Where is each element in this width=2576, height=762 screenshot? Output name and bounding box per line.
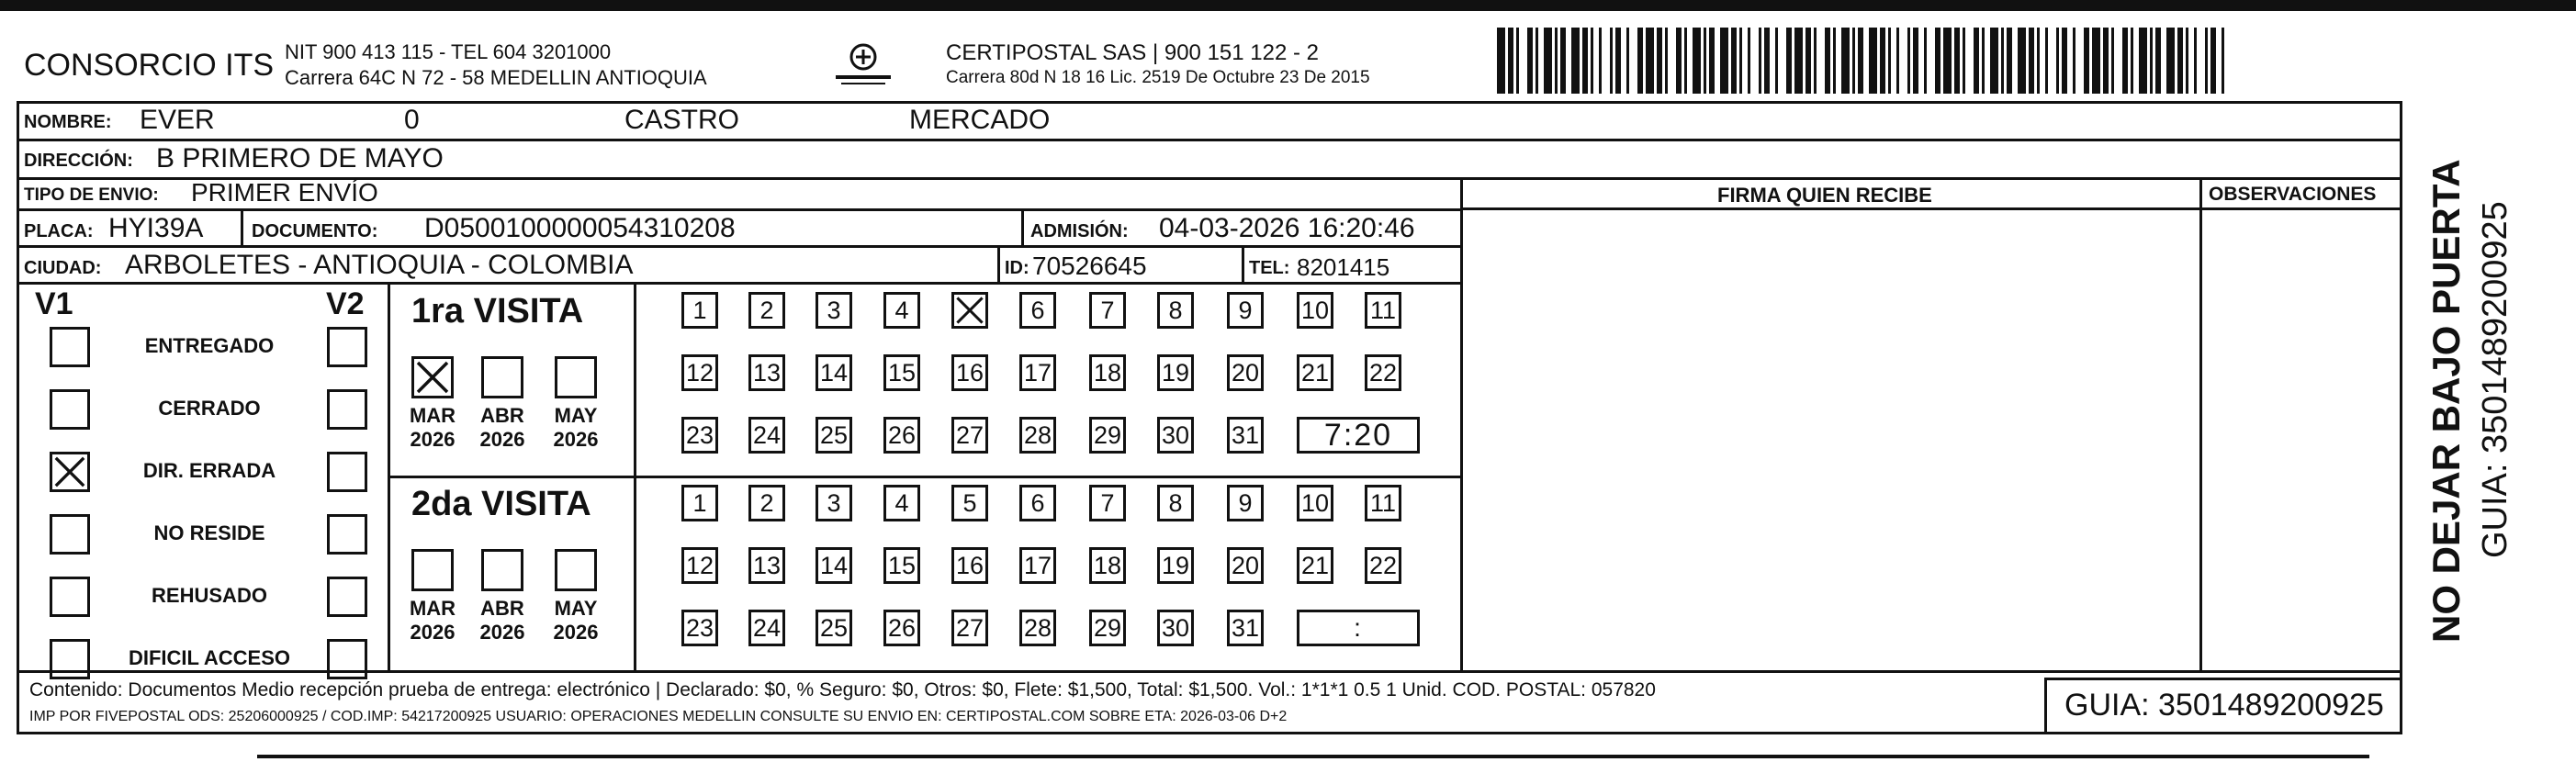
day-checkbox[interactable] (1365, 485, 1401, 521)
day-checkbox[interactable] (1157, 354, 1194, 391)
day-number: 26 (887, 420, 917, 449)
day-checkbox[interactable] (748, 547, 785, 584)
barcode-bar (1629, 28, 1637, 94)
barcode-bar (1965, 28, 1974, 94)
day-number: 6 (1030, 488, 1045, 517)
day-checkbox[interactable] (1227, 417, 1264, 454)
day-number: 28 (1023, 613, 1052, 642)
company-line-1: NIT 900 413 115 - TEL 604 3201000 (285, 40, 612, 63)
day-number: 18 (1093, 551, 1122, 579)
day-number: 19 (1161, 551, 1190, 579)
day-number: 21 (1300, 358, 1330, 387)
day-number: 29 (1093, 613, 1122, 642)
barcode-bar (1544, 28, 1552, 94)
visit-time-value: : (1354, 613, 1363, 642)
day-number: 12 (685, 551, 714, 579)
barcode-bar (2092, 28, 2100, 94)
day-number: 27 (955, 613, 984, 642)
day-number: 8 (1168, 488, 1183, 517)
status-v1-checkbox[interactable] (50, 577, 90, 617)
day-checkbox[interactable] (1157, 485, 1194, 521)
day-checkbox[interactable] (816, 292, 852, 329)
day-number: 9 (1238, 296, 1253, 324)
day-checkbox[interactable] (1227, 610, 1264, 646)
month-name: ABR (480, 597, 524, 620)
barcode-bar (1869, 28, 1877, 94)
divider-observaciones (2199, 180, 2202, 670)
visit-time-field[interactable] (1297, 610, 1420, 646)
month-name: MAY (554, 597, 598, 620)
status-v1-checkbox[interactable] (50, 639, 90, 679)
barcode-bar (1602, 28, 1610, 94)
day-number: 13 (752, 551, 782, 579)
day-checkbox[interactable] (1089, 610, 1126, 646)
day-number: 18 (1093, 358, 1122, 387)
month-checkbox[interactable] (411, 549, 454, 591)
day-checkbox[interactable] (748, 417, 785, 454)
day-number: 3 (827, 488, 841, 517)
month-name: MAR (409, 404, 456, 427)
status-v1-checkbox[interactable] (50, 514, 90, 555)
barcode-bar (2224, 28, 2233, 94)
day-number: 16 (955, 358, 984, 387)
month-year: 2026 (553, 621, 599, 644)
month-label (546, 597, 605, 644)
day-checkbox[interactable] (951, 610, 988, 646)
day-checkbox[interactable] (681, 354, 718, 391)
month-checkbox[interactable] (411, 356, 454, 398)
barcode-bar (1817, 28, 1825, 94)
barcode-bar (1571, 28, 1580, 94)
barcode-bar (1693, 28, 1701, 94)
day-checkbox[interactable] (1297, 354, 1333, 391)
tel-value: 8201415 (1297, 253, 1390, 281)
day-checkbox[interactable] (1227, 354, 1264, 391)
status-v2-checkbox[interactable] (327, 514, 367, 555)
day-checkbox[interactable] (816, 485, 852, 521)
day-number: 16 (955, 551, 984, 579)
barcode-bar (1794, 28, 1803, 94)
id-value: 70526645 (1032, 252, 1147, 280)
status-option-label: ENTREGADO (144, 334, 275, 357)
barcode-bar (1519, 28, 1527, 94)
day-checkbox[interactable] (681, 547, 718, 584)
day-number: 24 (752, 613, 782, 642)
day-checkbox[interactable] (1227, 485, 1264, 521)
documento-label: DOCUMENTO: (252, 221, 378, 241)
day-checkbox[interactable] (681, 417, 718, 454)
day-checkbox[interactable] (883, 417, 920, 454)
day-number: 5 (962, 488, 977, 517)
apellido-2-value: MERCADO (909, 105, 1051, 135)
month-year: 2026 (410, 621, 456, 644)
admision-divider (1021, 211, 1024, 248)
day-checkbox[interactable] (1019, 547, 1056, 584)
nombre-2-value: 0 (404, 105, 420, 135)
month-year: 2026 (479, 621, 525, 644)
footer-line-2: IMP POR FIVEPOSTAL ODS: 25206000925 / COD.IMP: 54217200925 USUARIO: OPERACIONES MEDELLIN CONSULTE SU ENVIO EN: CERTIPOSTAL.COM SOBRE ETA: 2026-03-06 D+2 (29, 709, 1288, 724)
status-option-label: DIFICIL ACCESO (128, 646, 290, 669)
status-v1-checkbox[interactable] (50, 389, 90, 430)
tel-divider (1242, 248, 1244, 285)
placa-value: HYI39A (108, 213, 204, 243)
direccion-value: B PRIMERO DE MAYO (156, 143, 444, 174)
day-checkbox[interactable] (681, 485, 718, 521)
month-year: 2026 (410, 428, 456, 451)
month-year: 2026 (553, 428, 599, 451)
visit-1-title: 1ra VISITA (411, 292, 584, 331)
day-number: 24 (752, 420, 782, 449)
month-label (403, 404, 462, 452)
day-number: 11 (1369, 296, 1397, 324)
day-number: 31 (1231, 613, 1260, 642)
day-number: 9 (1238, 488, 1253, 517)
day-number: 10 (1300, 488, 1330, 517)
day-checkbox[interactable] (951, 485, 988, 521)
day-checkbox[interactable] (1227, 292, 1264, 329)
month-label (403, 597, 462, 644)
day-number: 30 (1161, 613, 1190, 642)
day-checkbox[interactable] (748, 485, 785, 521)
day-number: 7 (1100, 296, 1115, 324)
day-number: 1 (692, 488, 707, 517)
day-checkbox[interactable] (1365, 547, 1401, 584)
day-number: 17 (1023, 358, 1052, 387)
nombre-value: EVER (140, 105, 215, 135)
status-option-label: REHUSADO (152, 584, 267, 607)
firma-label: FIRMA QUIEN RECIBE (1717, 184, 1932, 207)
day-checkbox[interactable] (1365, 292, 1401, 329)
day-checkbox[interactable] (883, 292, 920, 329)
footer-line-1: Contenido: Documentos Medio recepción prueba de entrega: electrónico | Declarado: $0, % Seguro: $0, Otros: $0, Flete: $1,500, Total: $1,500. Vol.: 1*1*1 0.5 1 Unid. COD. POSTAL: 057820 (29, 679, 1656, 700)
day-number: 10 (1300, 296, 1330, 324)
status-v2-checkbox[interactable] (327, 639, 367, 679)
tel-label: TEL: (1249, 258, 1290, 278)
visit-time-field[interactable] (1297, 417, 1420, 454)
bottom-rule (257, 755, 2369, 758)
divider-visits (388, 476, 1463, 478)
id-divider (997, 248, 1000, 285)
day-number: 31 (1231, 420, 1260, 449)
status-option-label: NO RESIDE (153, 521, 265, 544)
side-guia: GUIA: 3501489200925 (2476, 201, 2514, 558)
footer-guia: GUIA: 3501489200925 (2064, 688, 2384, 723)
day-checkbox[interactable] (816, 610, 852, 646)
barcode-bar (2114, 28, 2122, 94)
day-checkbox[interactable] (748, 292, 785, 329)
day-number: 2 (759, 296, 774, 324)
status-v2-checkbox[interactable] (327, 452, 367, 492)
day-checkbox[interactable] (1019, 292, 1056, 329)
day-checkbox[interactable] (816, 547, 852, 584)
day-number: 3 (827, 296, 841, 324)
side-warning: NO DEJAR BAJO PUERTA (2424, 159, 2468, 643)
certipostal-logo (827, 39, 900, 94)
carrier-line-1: CERTIPOSTAL SAS | 900 151 122 - 2 (946, 40, 1319, 65)
ciudad-value: ARBOLETES - ANTIOQUIA - COLOMBIA (125, 250, 634, 280)
barcode-bar (1841, 28, 1850, 94)
day-number: 4 (894, 296, 909, 324)
day-number: 14 (819, 551, 849, 579)
month-checkbox[interactable] (555, 356, 597, 398)
day-number: 15 (887, 551, 917, 579)
day-checkbox[interactable] (1297, 547, 1333, 584)
day-checkbox[interactable] (1019, 417, 1056, 454)
barcode (1497, 28, 2232, 94)
observaciones-area[interactable] (2203, 211, 2400, 668)
day-checkbox[interactable] (816, 354, 852, 391)
carrier-line-2: Carrera 80d N 18 16 Lic. 2519 De Octubre 23 De 2015 (946, 68, 1370, 87)
barcode-bar (1497, 28, 1505, 94)
month-checkbox[interactable] (481, 549, 523, 591)
day-number: 7 (1100, 488, 1115, 517)
month-label (546, 404, 605, 452)
day-checkbox[interactable] (883, 485, 920, 521)
day-checkbox[interactable] (1089, 485, 1126, 521)
day-number: 23 (685, 420, 714, 449)
day-number: 8 (1168, 296, 1183, 324)
barcode-bar (2197, 28, 2205, 94)
day-number: 19 (1161, 358, 1190, 387)
barcode-bar (1668, 28, 1676, 94)
status-v1-checkbox[interactable] (50, 452, 90, 492)
day-number: 12 (685, 358, 714, 387)
day-checkbox[interactable] (951, 292, 988, 329)
month-checkbox[interactable] (481, 356, 523, 398)
day-number: 22 (1368, 358, 1398, 387)
nombre-label: NOMBRE: (24, 112, 112, 132)
day-number: 28 (1023, 420, 1052, 449)
day-number: 25 (819, 613, 849, 642)
status-option-label: DIR. ERRADA (142, 459, 276, 482)
v1-label: V1 (35, 286, 73, 321)
nombre-row (17, 101, 2402, 141)
visit-2-title: 2da VISITA (411, 485, 591, 523)
signature-header-line (1460, 207, 2402, 210)
ciudad-label: CIUDAD: (24, 258, 102, 278)
tipo-value: PRIMER ENVÍO (191, 178, 378, 207)
top-border (0, 0, 2576, 11)
barcode-bar (2139, 28, 2147, 94)
barcode-bar (2166, 28, 2175, 94)
observaciones-label: OBSERVACIONES (2209, 184, 2377, 205)
direccion-label: DIRECCIÓN: (24, 151, 133, 171)
day-checkbox[interactable] (951, 547, 988, 584)
admision-value: 04-03-2026 16:20:46 (1159, 213, 1415, 243)
day-checkbox[interactable] (883, 354, 920, 391)
day-number: 30 (1161, 420, 1190, 449)
id-label: ID: (1005, 258, 1029, 278)
day-checkbox[interactable] (951, 417, 988, 454)
footer-line (17, 670, 2402, 673)
day-number: 20 (1231, 358, 1260, 387)
barcode-bar (1990, 28, 1998, 94)
apellido-1-value: CASTRO (624, 105, 740, 135)
day-checkbox[interactable] (1089, 354, 1126, 391)
company-name: CONSORCIO ITS (24, 48, 275, 83)
day-checkbox[interactable] (1019, 610, 1056, 646)
barcode-bar (2048, 28, 2056, 94)
visit-time-value: 7:20 (1323, 417, 1393, 453)
day-number: 1 (692, 296, 707, 324)
day-number: 13 (752, 358, 782, 387)
month-name: MAY (554, 404, 598, 427)
day-number: 2 (759, 488, 774, 517)
company-line-2: Carrera 64C N 72 - 58 MEDELLIN ANTIOQUIA (285, 66, 707, 89)
day-number: 20 (1231, 551, 1260, 579)
day-checkbox[interactable] (1157, 292, 1194, 329)
day-checkbox[interactable] (1157, 610, 1194, 646)
status-v2-checkbox[interactable] (327, 577, 367, 617)
month-checkbox[interactable] (555, 549, 597, 591)
day-checkbox[interactable] (1089, 547, 1126, 584)
v2-label: V2 (326, 286, 365, 321)
barcode-bar (1778, 28, 1786, 94)
day-number: 26 (887, 613, 917, 642)
day-number: 11 (1369, 488, 1397, 517)
month-label (473, 404, 532, 452)
status-v2-checkbox[interactable] (327, 327, 367, 367)
day-number: 25 (819, 420, 849, 449)
day-checkbox[interactable] (681, 610, 718, 646)
barcode-bar (1720, 28, 1728, 94)
day-number: 6 (1030, 296, 1045, 324)
status-v2-checkbox[interactable] (327, 389, 367, 430)
tipo-label: TIPO DE ENVIO: (24, 185, 159, 205)
day-checkbox[interactable] (1019, 354, 1056, 391)
status-v1-checkbox[interactable] (50, 327, 90, 367)
day-checkbox[interactable] (1089, 292, 1126, 329)
admision-label: ADMISIÓN: (1030, 221, 1129, 241)
barcode-bar (1750, 28, 1759, 94)
day-checkbox[interactable] (681, 292, 718, 329)
barcode-bar (2018, 28, 2026, 94)
day-checkbox[interactable] (816, 417, 852, 454)
day-number: 15 (887, 358, 917, 387)
day-number: 22 (1368, 551, 1398, 579)
day-checkbox[interactable] (883, 610, 920, 646)
day-checkbox[interactable] (951, 354, 988, 391)
month-year: 2026 (479, 428, 525, 451)
barcode-bar (2075, 28, 2084, 94)
firma-area[interactable] (1464, 211, 2199, 668)
barcode-bar (1927, 28, 1935, 94)
day-checkbox[interactable] (1019, 485, 1056, 521)
day-number: 17 (1023, 551, 1052, 579)
placa-label: PLACA: (24, 221, 94, 241)
day-checkbox[interactable] (1157, 417, 1194, 454)
month-name: ABR (480, 404, 524, 427)
day-number: 21 (1300, 551, 1330, 579)
day-checkbox[interactable] (1365, 354, 1401, 391)
barcode-bar (1943, 28, 1952, 94)
day-checkbox[interactable] (1157, 547, 1194, 584)
day-checkbox[interactable] (748, 610, 785, 646)
month-name: MAR (409, 597, 456, 620)
day-number: 27 (955, 420, 984, 449)
placa-divider (241, 211, 243, 248)
day-number: 4 (894, 488, 909, 517)
barcode-bar (1646, 28, 1654, 94)
barcode-bar (1899, 28, 1907, 94)
day-checkbox[interactable] (1227, 547, 1264, 584)
month-label (473, 597, 532, 644)
day-checkbox[interactable] (748, 354, 785, 391)
day-checkbox[interactable] (1297, 292, 1333, 329)
documento-value: D0500100000054310208 (424, 213, 736, 243)
day-number: 29 (1093, 420, 1122, 449)
day-number: 23 (685, 613, 714, 642)
day-number: 14 (819, 358, 849, 387)
day-checkbox[interactable] (883, 547, 920, 584)
status-option-label: CERRADO (158, 397, 261, 420)
day-checkbox[interactable] (1089, 417, 1126, 454)
day-checkbox[interactable] (1297, 485, 1333, 521)
